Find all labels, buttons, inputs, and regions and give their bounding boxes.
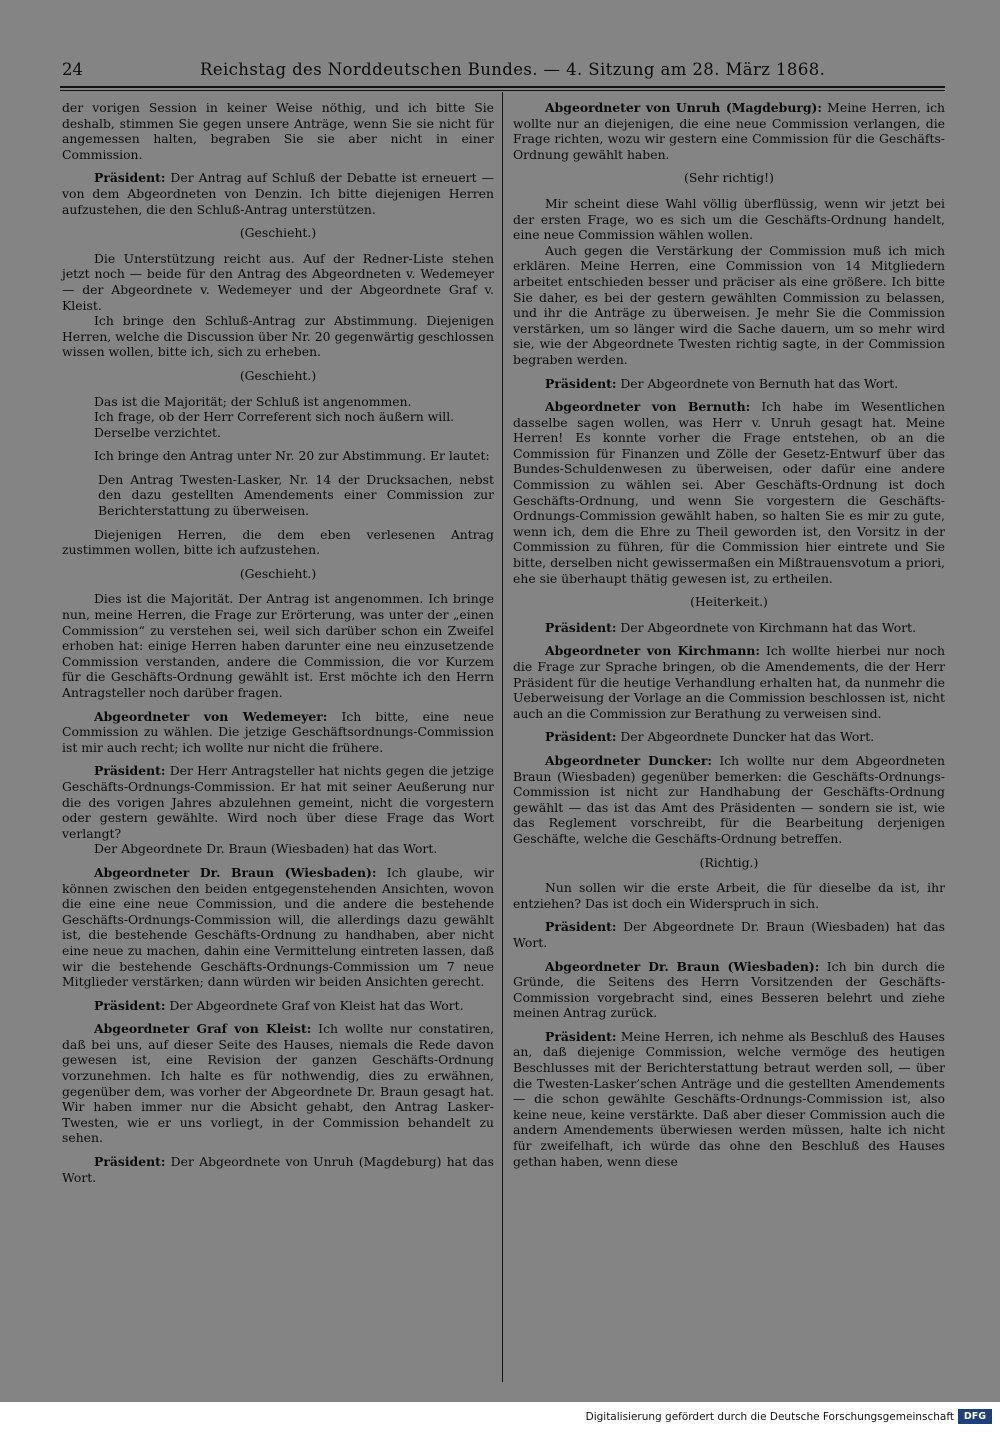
paragraph: Präsident: Der Abgeordnete Dr. Braun (Wiesbaden) hat das Wort. <box>513 919 945 950</box>
funding-credit: Digitalisierung gefördert durch die Deutsche Forschungsgemeinschaft <box>585 1411 954 1423</box>
header-title: Reichstag des Norddeutschen Bundes. — 4. Sitzung am 28. März 1868. <box>200 60 826 79</box>
paragraph: Abgeordneter von Kirchmann: Ich wollte hierbei nur noch die Frage zur Sprache bringen, ob die Amendements, die der Herr Präsident für die heutige Verhandlung erhalten hat, da nunmehr die Ueberweisung der Vorlage an die Commission beschlossen ist, nicht auch an die Commission zur Berathung zu verweisen sind. <box>513 643 945 721</box>
paragraph: Präsident: Der Abgeordnete von Kirchmann hat das Wort. <box>545 619 917 635</box>
header-rule <box>60 86 945 88</box>
paragraph: Abgeordneter von Wedemeyer: Ich bitte, eine neue Commission zu wählen. Die jetzige Geschäftsordnungs-Commission ist mir auch recht; ich wollte nur nicht die frühere. <box>62 708 495 755</box>
speaker-label: Präsident: <box>545 1028 617 1044</box>
paragraph: Der Abgeordnete Dr. Braun (Wiesbaden) hat das Wort. <box>94 841 438 857</box>
paragraph: Abgeordneter Dr. Braun (Wiesbaden): Ich glaube, wir können zwischen den beiden entgegenstehenden Ansichten, wovon die eine eine neue Commission, und die andere die bestehende Geschäfts-Ordnungs-Commission will, die allerdings dazu gewählt ist, die bestehende Geschäfts-Ordnung zu handhaben, aber nicht eine neue zu machen, dahin eine Vermittelung eintreten lassen, daß wir die bestehende Geschäfts-Ordnungs-Commission um 7 neue Mitglieder verstärken; dann würden wir beiden Ansichten gerecht. <box>62 864 494 990</box>
speaker-label: Abgeordneter von Kirchmann: <box>545 643 760 659</box>
paragraph: Ich bringe den Schluß-Antrag zur Abstimmung. Diejenigen Herren, welche die Discussion über Nr. 20 gegenwärtig geschlossen wissen wollen, bitte ich, sich zu erheben. <box>62 313 494 360</box>
speaker-label: Präsident: <box>94 997 166 1013</box>
paragraph: Abgeordneter Dr. Braun (Wiesbaden): Ich bin durch die Gründe, die Seitens des Herrn Vorsitzenden der Geschäfts-Commission vorgebracht sind, eines Besseren belehrt und ziehe meinen Antrag zurück. <box>513 958 945 1021</box>
paragraph: der vorigen Session in keiner Weise nöthig, und ich bitte Sie deshalb, stimmen Sie gegen unsere Anträge, wenn Sie sie nicht für angemessen halten, begraben Sie sie aber nicht in einer Commission. <box>62 100 494 162</box>
speaker-label: Präsident: <box>545 919 617 935</box>
paragraph: Nun sollen wir die erste Arbeit, die für dieselbe da ist, ihr entziehen? Das ist doch ein Widerspruch in sich. <box>513 880 945 911</box>
paragraph: Präsident: Der Abgeordnete von Bernuth hat das Wort. <box>545 375 899 391</box>
interjection: (Geschieht.) <box>239 225 317 241</box>
speaker-label: Abgeordneter Graf von Kleist: <box>94 1021 312 1037</box>
left-column <box>62 100 494 1193</box>
interjection: (Geschieht.) <box>239 367 317 383</box>
paragraph: Diejenigen Herren, die dem eben verlesenen Antrag zustimmen wollen, bitte ich aufzustehen. <box>62 526 494 558</box>
speaker-label: Abgeordneter von Bernuth: <box>545 399 751 415</box>
speaker-label: Abgeordneter von Wedemeyer: <box>94 708 328 724</box>
paragraph: Präsident: Der Abgeordnete Graf von Kleist hat das Wort. <box>94 997 464 1013</box>
paragraph: Den Antrag Twesten-Lasker, Nr. 14 der Drucksachen, nebst den dazu gestellten Amendements einer Commission zur Berichterstattung zu überweisen. <box>98 471 494 519</box>
interjection: (Heiterkeit.) <box>690 594 768 610</box>
speaker-label: Abgeordneter Duncker: <box>545 752 712 768</box>
interjection: (Sehr richtig!) <box>684 170 774 186</box>
speaker-label: Abgeordneter Dr. Braun (Wiesbaden): <box>94 864 377 880</box>
paragraph: Die Unterstützung reicht aus. Auf der Redner-Liste stehen jetzt noch — beide für den Antrag des Abgeordneten v. Wedemeyer — der Abgeordnete v. Wedemeyer und der Abgeordnete Graf v. Kleist. <box>62 250 494 313</box>
paragraph: Abgeordneter Duncker: Ich wollte nur dem Abgeordneten Braun (Wiesbaden) gegenüber bemerken: die Geschäfts-Ordnungs-Commission ist nicht zur Handhabung der Geschäfts-Ordnung gewählt — das ist das Amt des Präsidenten — sondern sie ist, wie das Reglement vorschreibt, für die Bearbeitung derjenigen Geschäfte, welche die Geschäfts-Ordnung betreffen. <box>513 752 945 846</box>
speaker-label: Präsident: <box>545 729 617 745</box>
speaker-label: Abgeordneter Dr. Braun (Wiesbaden): <box>545 958 820 974</box>
speaker-label: Präsident: <box>94 763 166 779</box>
paragraph: Präsident: Der Abgeordnete von Unruh (Magdeburg) hat das Wort. <box>62 1154 494 1185</box>
header-rule-thin <box>60 90 945 91</box>
paragraph: Präsident: Meine Herren, ich nehme als Beschluß des Hauses an, daß diejenige Commission, welche vermöge des heutigen Beschlusses mit der Berichterstattung betraut werden soll, — über die Twesten-Lasker’schen Anträge und die gestellten Amendements — die schon gewählte Geschäfts-Ordnungs-Commission ist, also keine neue, keine verstärkte. Daß aber dieser Commission auch die andern Amendements überwiesen werden müssen, halte ich nicht für zweifelhaft, ich würde das ohne den Beschluß des Hauses gethan haben, wenn diese <box>513 1028 945 1169</box>
paragraph: Abgeordneter von Unruh (Magdeburg): Meine Herren, ich wollte nur an diejenigen, die eine neue Commission verlangen, die Frage richten, wozu wir gestern eine Commission für die Geschäfts-Ordnung gewählt haben. <box>513 100 945 162</box>
speaker-label: Präsident: <box>94 1154 166 1170</box>
paragraph: Ich frage, ob der Herr Correferent sich noch äußern will. <box>94 409 455 425</box>
speaker-label: Präsident: <box>545 619 617 635</box>
paragraph: Mir scheint diese Wahl völlig überflüssig, wenn wir jetzt bei der ersten Frage, wo es sich um die Geschäfts-Ordnung handelt, eine neue Commission wählen wollen. <box>513 195 945 243</box>
footer-bar <box>0 1402 1000 1432</box>
interjection: (Richtig.) <box>699 854 759 870</box>
paragraph: Präsident: Der Antrag auf Schluß der Debatte ist erneuert — von dem Abgeordneten von Denzin. Ich bitte diejenigen Herren aufzustehen, die den Schluß-Antrag unterstützen. <box>62 170 494 217</box>
speaker-label: Präsident: <box>545 375 617 391</box>
paragraph: Das ist die Majorität; der Schluß ist angenommen. <box>94 393 412 409</box>
paragraph: Präsident: Der Herr Antragsteller hat nichts gegen die jetzige Geschäfts-Ordnungs-Commission. Er hat mit seiner Aeußerung nur die des vorigen Jahres abzulehnen gemeint, nicht die vorgestern oder gestern gewählte. Wird noch über diese Frage das Wort verlangt? <box>62 763 494 841</box>
speaker-label: Präsident: <box>94 170 166 186</box>
right-column <box>513 100 945 1177</box>
paragraph: Dies ist die Majorität. Der Antrag ist angenommen. Ich bringe nun, meine Herren, die Frage zur Erörterung, was unter der „einen Commission“ zu verstehen sei, weil sich darüber schon ein Zweifel erhoben hat: einige Herren haben darunter eine neu einzusetzende Commission verstanden, andere die Commission, die vor Kurzem für die Geschäfts-Ordnung gewählt ist. Erst möchte ich den Herrn Antragsteller noch darüber fragen. <box>62 591 494 700</box>
speaker-label: Abgeordneter von Unruh (Magdeburg): <box>545 100 822 115</box>
paragraph: Abgeordneter Graf von Kleist: Ich wollte nur constatiren, daß bei uns, auf dieser Seite des Hauses, niemals die Rede davon gewesen ist, eine Revision der ganzen Geschäfts-Ordnung vorzunehmen. Ich halte es für nothwendig, dies zu erwähnen, gegenüber dem, was vorher der Abgeordnete Dr. Braun gesagt hat. Wir haben immer nur die Absicht gehabt, den Antrag Lasker-Twesten, wie er uns vorliegt, in der Commission behandelt zu sehen. <box>62 1021 494 1146</box>
paragraph: Abgeordneter von Bernuth: Ich habe im Wesentlichen dasselbe sagen wollen, was Herr v. Unruh gesagt hat. Meine Herren! Es konnte vorher die Frage entstehen, ob an die Commission für Finanzen und Zölle der Gesetz-Entwurf über das Bundes-Schuldenwesen zu überweisen, oder dafür eine andere Commission zu wählen sei. Aber Geschäfts-Ordnung ist doch Geschäfts-Ordnung, und wenn Sie vorgestern die Geschäfts-Ordnungs-Commission gewählt haben, so halten Sie es mir zu gute, wenn ich, dem die Ehre zu Theil geworden ist, den Vorsitz in der Commission zu führen, für die Commission hier eintrete und Sie bitte, derselben nicht gewissermaßen ein Mißtrauensvotum a priori, ehe sie überhaupt thätig gewesen ist, zu ertheilen. <box>513 399 945 586</box>
paragraph: Auch gegen die Verstärkung der Commission muß ich mich erklären. Meine Herren, eine Commission von 14 Mitgliedern arbeitet entschieden besser und präciser als eine größere. Ich bitte Sie daher, es bei der gestern gewählten Commission zu belassen, und ihr die Anträge zu überweisen. Je mehr Sie die Commission verstärken, um so länger wird die Sache dauern, um so mehr wird sie, wie der Abgeordnete Twesten richtig sagte, in der Commission begraben werden. <box>513 242 945 367</box>
dfg-logo: DFG <box>958 1409 992 1424</box>
paragraph: Derselbe verzichtet. <box>94 424 221 440</box>
page-number: 24 <box>62 60 83 79</box>
column-divider <box>502 92 503 1382</box>
interjection: (Geschieht.) <box>239 565 317 581</box>
paragraph: Ich bringe den Antrag unter Nr. 20 zur Abstimmung. Er lautet: <box>94 448 490 464</box>
running-header <box>60 56 945 84</box>
paragraph: Präsident: Der Abgeordnete Duncker hat das Wort. <box>545 729 875 745</box>
